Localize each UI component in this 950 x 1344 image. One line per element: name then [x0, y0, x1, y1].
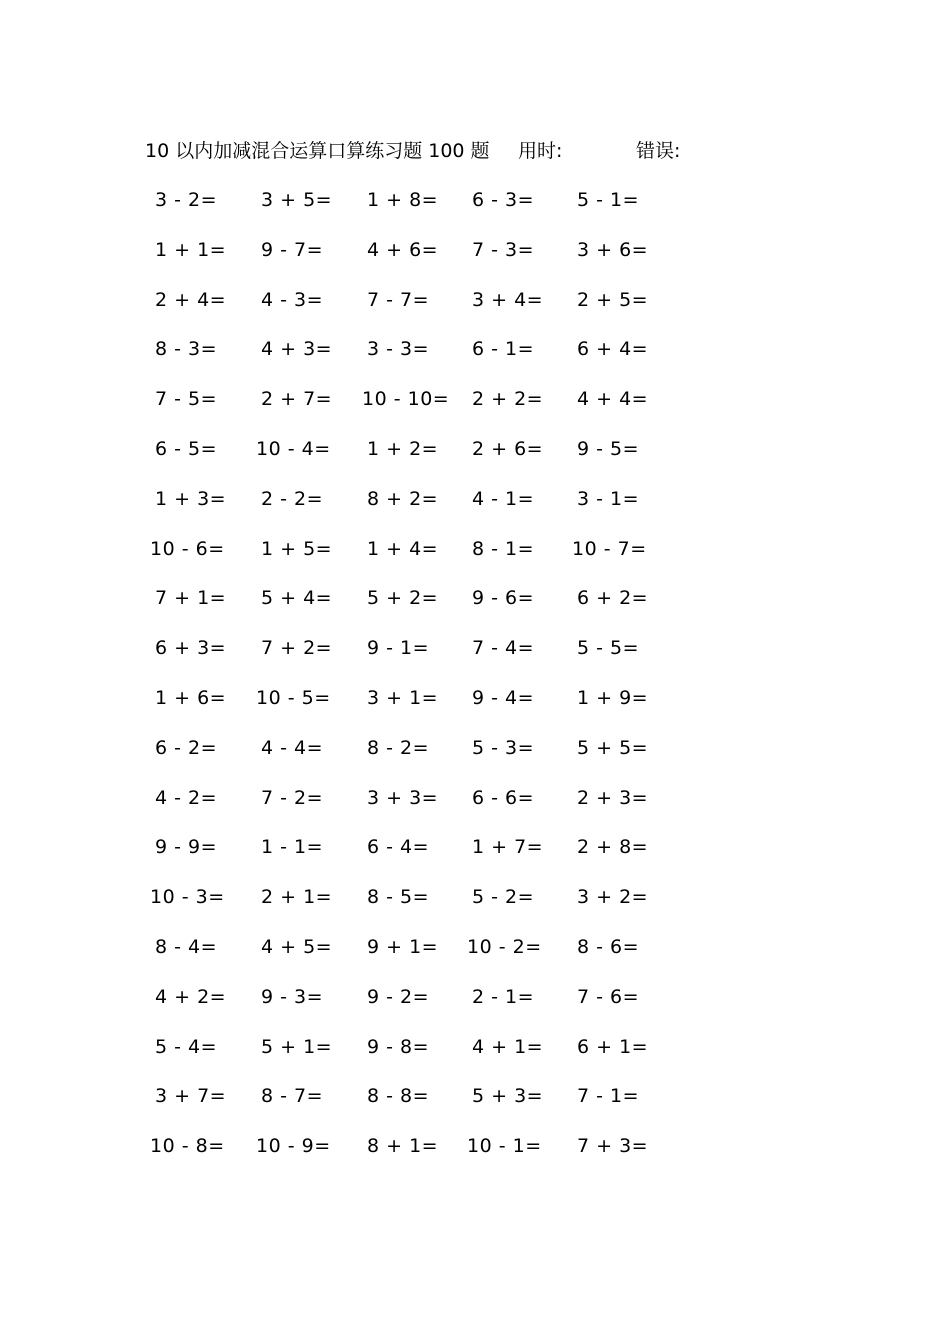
time-used-label: 用时: — [518, 140, 563, 162]
arithmetic-problem: 5 + 4= — [261, 587, 333, 609]
arithmetic-problem: 4 - 1= — [472, 488, 535, 510]
arithmetic-problem: 9 - 3= — [261, 986, 324, 1008]
arithmetic-problem: 10 - 7= — [572, 538, 647, 560]
arithmetic-problem: 4 + 2= — [155, 986, 227, 1008]
arithmetic-problem: 8 - 5= — [367, 886, 430, 908]
arithmetic-problem: 5 - 5= — [577, 637, 640, 659]
arithmetic-problem: 6 - 3= — [472, 189, 535, 211]
arithmetic-problem: 5 - 1= — [577, 189, 640, 211]
arithmetic-problem: 10 - 8= — [150, 1135, 225, 1157]
arithmetic-problem: 7 - 7= — [367, 289, 430, 311]
arithmetic-problem: 9 - 2= — [367, 986, 430, 1008]
arithmetic-problem: 1 + 2= — [367, 438, 439, 460]
arithmetic-problem: 10 - 5= — [256, 687, 331, 709]
arithmetic-problem: 6 - 4= — [367, 836, 430, 858]
arithmetic-problem: 4 + 5= — [261, 936, 333, 958]
arithmetic-problem: 7 + 2= — [261, 637, 333, 659]
arithmetic-problem: 3 + 1= — [367, 687, 439, 709]
arithmetic-problem: 8 + 1= — [367, 1135, 439, 1157]
arithmetic-problem: 9 - 1= — [367, 637, 430, 659]
arithmetic-problem: 9 - 7= — [261, 239, 324, 261]
arithmetic-problem: 6 - 2= — [155, 737, 218, 759]
arithmetic-problem: 8 - 3= — [155, 338, 218, 360]
arithmetic-problem: 2 + 5= — [577, 289, 649, 311]
arithmetic-problem: 4 + 4= — [577, 388, 649, 410]
arithmetic-problem: 2 + 1= — [261, 886, 333, 908]
arithmetic-problem: 6 + 1= — [577, 1036, 649, 1058]
arithmetic-problem: 5 + 3= — [472, 1085, 544, 1107]
arithmetic-problem: 7 - 1= — [577, 1085, 640, 1107]
arithmetic-problem: 6 - 6= — [472, 787, 535, 809]
arithmetic-problem: 3 - 3= — [367, 338, 430, 360]
arithmetic-problem: 7 - 5= — [155, 388, 218, 410]
arithmetic-problem: 1 + 5= — [261, 538, 333, 560]
arithmetic-problem: 4 - 4= — [261, 737, 324, 759]
arithmetic-problem: 1 + 7= — [472, 836, 544, 858]
arithmetic-problem: 10 - 2= — [467, 936, 542, 958]
arithmetic-problem: 2 - 1= — [472, 986, 535, 1008]
arithmetic-problem: 8 - 2= — [367, 737, 430, 759]
arithmetic-problem: 1 + 4= — [367, 538, 439, 560]
arithmetic-problem: 3 + 2= — [577, 886, 649, 908]
arithmetic-problem: 10 - 9= — [256, 1135, 331, 1157]
arithmetic-problem: 9 + 1= — [367, 936, 439, 958]
arithmetic-problem: 4 - 2= — [155, 787, 218, 809]
arithmetic-problem: 4 + 1= — [472, 1036, 544, 1058]
arithmetic-problem: 4 - 3= — [261, 289, 324, 311]
arithmetic-problem: 2 + 6= — [472, 438, 544, 460]
arithmetic-problem: 5 - 3= — [472, 737, 535, 759]
arithmetic-problem: 8 - 6= — [577, 936, 640, 958]
arithmetic-problem: 9 - 8= — [367, 1036, 430, 1058]
arithmetic-problem: 1 + 3= — [155, 488, 227, 510]
arithmetic-problem: 2 + 4= — [155, 289, 227, 311]
arithmetic-problem: 8 - 1= — [472, 538, 535, 560]
arithmetic-problem: 3 - 1= — [577, 488, 640, 510]
arithmetic-problem: 3 - 2= — [155, 189, 218, 211]
arithmetic-problem: 10 - 4= — [256, 438, 331, 460]
arithmetic-problem: 10 - 1= — [467, 1135, 542, 1157]
arithmetic-problem: 1 + 9= — [577, 687, 649, 709]
arithmetic-problem: 2 + 2= — [472, 388, 544, 410]
arithmetic-problem: 7 - 3= — [472, 239, 535, 261]
arithmetic-problem: 6 - 1= — [472, 338, 535, 360]
arithmetic-problem: 3 + 6= — [577, 239, 649, 261]
arithmetic-problem: 8 - 8= — [367, 1085, 430, 1107]
arithmetic-problem: 2 - 2= — [261, 488, 324, 510]
arithmetic-problem: 8 - 7= — [261, 1085, 324, 1107]
arithmetic-problem: 3 + 5= — [261, 189, 333, 211]
arithmetic-problem: 5 + 1= — [261, 1036, 333, 1058]
arithmetic-problem: 4 + 3= — [261, 338, 333, 360]
arithmetic-problem: 7 - 2= — [261, 787, 324, 809]
arithmetic-problem: 9 - 9= — [155, 836, 218, 858]
arithmetic-problem: 3 + 3= — [367, 787, 439, 809]
arithmetic-problem: 6 - 5= — [155, 438, 218, 460]
error-count-label: 错误: — [636, 140, 681, 162]
worksheet-title: 10 以内加减混合运算口算练习题 100 题 — [145, 140, 490, 162]
arithmetic-problem: 6 + 3= — [155, 637, 227, 659]
arithmetic-problem: 9 - 6= — [472, 587, 535, 609]
arithmetic-problem: 1 + 1= — [155, 239, 227, 261]
arithmetic-problem: 7 - 6= — [577, 986, 640, 1008]
arithmetic-problem: 1 - 1= — [261, 836, 324, 858]
arithmetic-problem: 2 + 7= — [261, 388, 333, 410]
arithmetic-problem: 10 - 6= — [150, 538, 225, 560]
arithmetic-problem: 10 - 10= — [362, 388, 450, 410]
arithmetic-problem: 8 + 2= — [367, 488, 439, 510]
arithmetic-problem: 6 + 2= — [577, 587, 649, 609]
arithmetic-problem: 5 - 4= — [155, 1036, 218, 1058]
arithmetic-problem: 8 - 4= — [155, 936, 218, 958]
arithmetic-problem: 4 + 6= — [367, 239, 439, 261]
arithmetic-problem: 5 + 5= — [577, 737, 649, 759]
arithmetic-problem: 10 - 3= — [150, 886, 225, 908]
arithmetic-problem: 5 + 2= — [367, 587, 439, 609]
arithmetic-problem: 1 + 6= — [155, 687, 227, 709]
arithmetic-problem: 7 + 3= — [577, 1135, 649, 1157]
arithmetic-problem: 5 - 2= — [472, 886, 535, 908]
arithmetic-problem: 3 + 7= — [155, 1085, 227, 1107]
arithmetic-problem: 2 + 8= — [577, 836, 649, 858]
arithmetic-problem: 6 + 4= — [577, 338, 649, 360]
arithmetic-problem: 9 - 4= — [472, 687, 535, 709]
arithmetic-problem: 9 - 5= — [577, 438, 640, 460]
arithmetic-problem: 7 - 4= — [472, 637, 535, 659]
arithmetic-problem: 3 + 4= — [472, 289, 544, 311]
arithmetic-problem: 1 + 8= — [367, 189, 439, 211]
arithmetic-problem: 7 + 1= — [155, 587, 227, 609]
arithmetic-problem: 2 + 3= — [577, 787, 649, 809]
